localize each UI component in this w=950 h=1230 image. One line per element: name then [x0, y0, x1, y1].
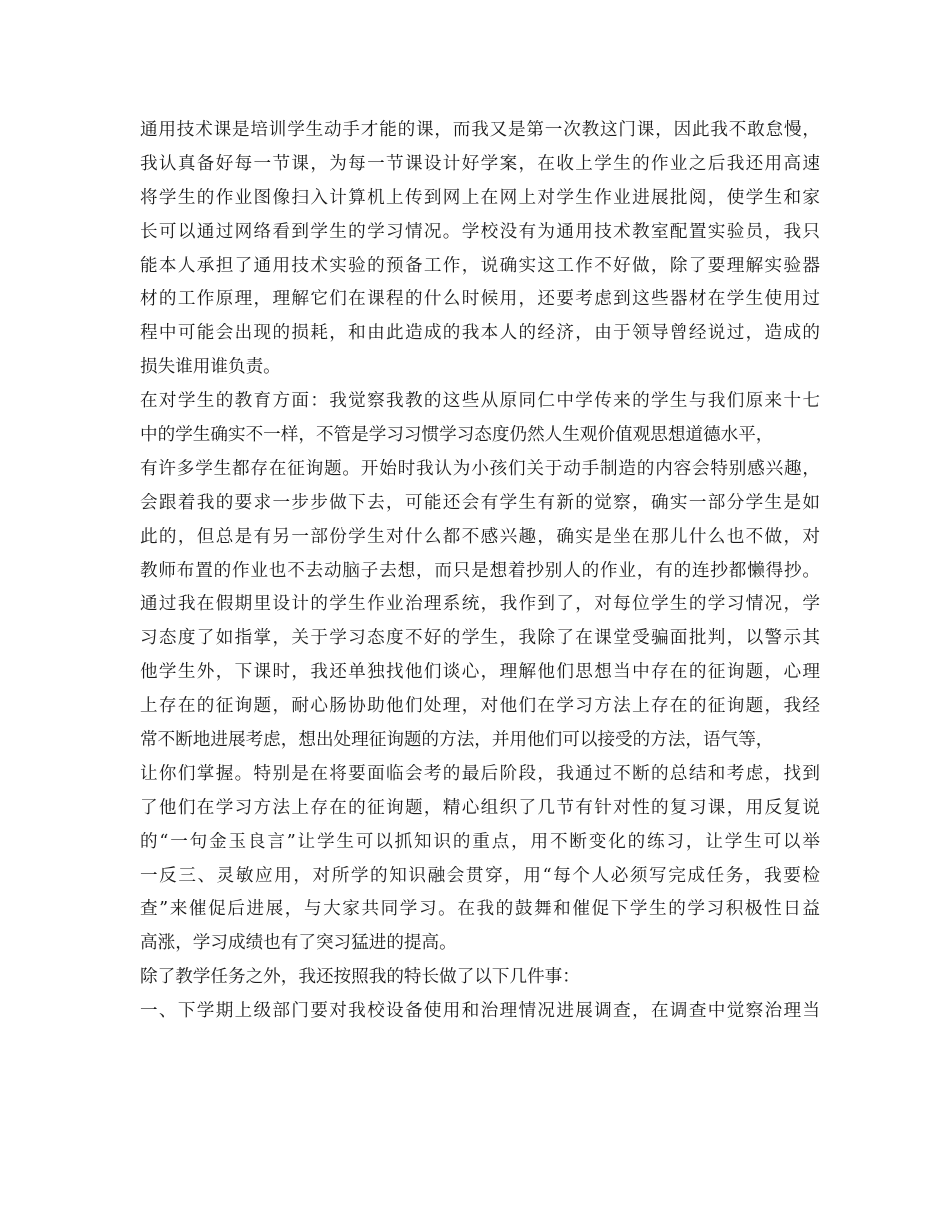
text-line: 中的学生确实不一样，不管是学习习惯学习态度仍然人生观价值观思想道德水平，	[140, 425, 774, 446]
text-line: 一反三、灵敏应用，对所学的知识融会贯穿，用“每个人必须写完成任务，我要检	[140, 865, 820, 886]
text-line: 在对学生的教育方面：我觉察我教的这些从原同仁中学传来的学生与我们原来十七	[140, 391, 820, 412]
text-line: 长可以通过网络看到学生的学习情况。学校没有为通用技术教室配置实验员，我只	[140, 221, 820, 242]
text-line: 他学生外，下课时，我还单独找他们谈心，理解他们思想当中存在的征询题，心理	[140, 662, 820, 683]
text-line: 教师布置的作业也不去动脑子去想，而只是想着抄别人的作业，有的连抄都懒得抄。	[140, 560, 820, 581]
text-line: 能本人承担了通用技术实验的预备工作，说确实这工作不好做，除了要理解实验器	[140, 255, 820, 276]
text-line: 有许多学生都存在征询题。开始时我认为小孩们关于动手制造的内容会特别感兴趣，	[140, 458, 820, 479]
text-line: 了他们在学习方法上存在的征询题，精心组织了几节有针对性的复习课，用反复说	[140, 797, 820, 818]
text-line: 此的，但总是有另一部份学生对什么都不感兴趣，确实是坐在那儿什么也不做，对	[140, 526, 820, 547]
text-line: 材的工作原理，理解它们在课程的什么时候用，还要考虑到这些器材在学生使用过	[140, 289, 820, 310]
text-line: 一、下学期上级部门要对我校设备使用和治理情况进展调查，在调查中觉察治理当	[140, 1001, 820, 1022]
document-body	[140, 114, 820, 1029]
text-line: 习态度了如指掌，关于学习态度不好的学生，我除了在课堂受骗面批判，以警示其	[140, 628, 820, 649]
text-line: 通过我在假期里设计的学生作业治理系统，我作到了，对每位学生的学习情况，学	[140, 594, 820, 615]
text-line: 我认真备好每一节课，为每一节课设计好学案，在收上学生的作业之后我还用高速	[140, 153, 820, 174]
text-line: 损失谁用谁负责。	[140, 357, 281, 378]
text-line: 高涨，学习成绩也有了突习猛进的提高。	[140, 933, 457, 954]
text-line: 查”来催促后进展，与大家共同学习。在我的鼓舞和催促下学生的学习积极性日益	[140, 899, 820, 920]
text-line: 程中可能会出现的损耗，和由此造成的我本人的经济，由于领导曾经说过，造成的	[140, 323, 820, 344]
text-line: 会跟着我的要求一步步做下去，可能还会有学生有新的觉察，确实一部分学生是如	[140, 492, 820, 513]
text-line: 通用技术课是培训学生动手才能的课，而我又是第一次教这门课，因此我不敢怠慢，	[140, 120, 820, 140]
text-line: 常不断地进展考虑，想出处理征询题的方法，并用他们可以接受的方法，语气等，	[140, 730, 774, 751]
text-line: 的“一句金玉良言”让学生可以抓知识的重点，用不断变化的练习，让学生可以举	[140, 831, 820, 852]
text-line: 将学生的作业图像扫入计算机上传到网上在网上对学生作业进展批阅，使学生和家	[140, 187, 820, 208]
text-line: 除了教学任务之外，我还按照我的特长做了以下几件事：	[140, 967, 580, 988]
text-line: 让你们掌握。特别是在将要面临会考的最后阶段，我通过不断的总结和考虑，找到	[140, 763, 820, 784]
text-line: 上存在的征询题，耐心肠协助他们处理，对他们在学习方法上存在的征询题，我经	[140, 696, 820, 717]
